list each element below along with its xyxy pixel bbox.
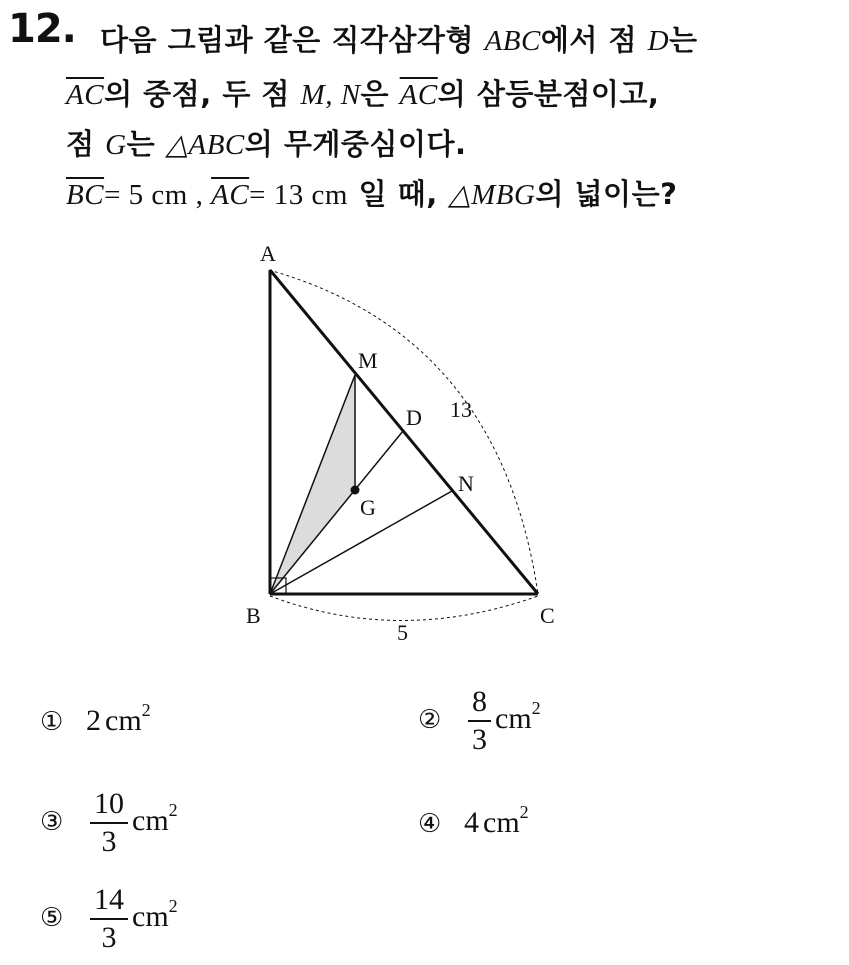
math-mn: M, N: [300, 79, 361, 111]
text: 는: [669, 23, 698, 57]
length-label-ac: 13: [450, 397, 472, 422]
choice-number: ③: [40, 806, 64, 837]
text: 의 중점, 두 점: [104, 77, 301, 111]
choice-unit: cm: [132, 899, 169, 933]
text: 의 넓이는?: [535, 177, 678, 211]
triangle-figure: [230, 235, 590, 655]
choice-fraction: [90, 786, 128, 860]
label-g: G: [360, 495, 376, 520]
math-triangle-mbg: △MBG: [448, 179, 536, 211]
label-n: N: [458, 471, 474, 496]
choice-unit: cm: [495, 701, 532, 735]
choice-exponent: 2: [141, 700, 151, 720]
choice-exponent: 2: [519, 802, 529, 822]
choice-2[interactable]: [418, 684, 541, 758]
segment-ac: $\overline{AC}$: [399, 79, 438, 111]
choice-fraction: [90, 882, 128, 956]
denominator: 3: [101, 921, 117, 954]
choice-unit: cm: [483, 806, 520, 839]
choice-exponent: 2: [531, 697, 541, 718]
segment-ac: $\overline{AC}$: [66, 79, 105, 111]
denominator: 3: [472, 723, 487, 756]
segment-ac: $\overline{AC}$: [211, 179, 250, 211]
math-d: D: [647, 25, 670, 57]
numerator: 10: [90, 786, 128, 824]
text: 의 무게중심이다.: [244, 127, 467, 161]
choice-number: ①: [40, 707, 64, 737]
question-line-2: [66, 72, 659, 113]
numerator: 14: [90, 882, 128, 920]
text: 점: [66, 127, 106, 161]
question-line-4: [66, 172, 677, 213]
question-number: 12.: [8, 6, 76, 52]
denominator: 3: [101, 825, 117, 858]
choice-exponent: 2: [168, 895, 178, 916]
choice-4[interactable]: [418, 802, 529, 840]
label-d: D: [406, 405, 422, 430]
text: 에서 점: [540, 23, 648, 57]
text: 은: [360, 77, 400, 111]
label-b: B: [246, 603, 261, 628]
choice-unit: cm: [132, 803, 169, 837]
text: 다음 그림과 같은 직각삼각형: [100, 23, 485, 57]
label-a: A: [260, 241, 276, 266]
choice-unit: cm: [105, 704, 142, 737]
question-line-3: [66, 122, 467, 163]
length-label-bc: 5: [397, 620, 408, 645]
choice-fraction: [468, 684, 491, 758]
label-m: M: [358, 348, 378, 373]
text: 일 때,: [347, 177, 449, 211]
choice-1[interactable]: [40, 700, 151, 738]
segment-bc: $\overline{BC}$: [66, 179, 105, 211]
choice-number: ②: [418, 704, 442, 735]
math-triangle-abc: △ABC: [165, 129, 245, 161]
choice-exponent: 2: [168, 799, 178, 820]
text: 의 삼등분점이고,: [437, 77, 660, 111]
choice-number: ⑤: [40, 902, 64, 933]
length-bc: = 5 cm ,: [104, 179, 212, 211]
choice-3[interactable]: [40, 786, 178, 860]
text: 는: [126, 127, 166, 161]
choice-value: 2: [86, 704, 101, 737]
math-abc: ABC: [484, 25, 541, 57]
length-ac: = 13 cm: [249, 179, 348, 211]
arc-bc: [270, 596, 538, 621]
choice-number: ④: [418, 809, 442, 839]
numerator: 8: [468, 684, 491, 722]
math-g: G: [105, 129, 127, 161]
choice-5[interactable]: [40, 882, 178, 956]
label-c: C: [540, 603, 555, 628]
point-g: [351, 486, 360, 495]
choice-value: 4: [464, 806, 479, 839]
question-line-1: [100, 18, 698, 59]
